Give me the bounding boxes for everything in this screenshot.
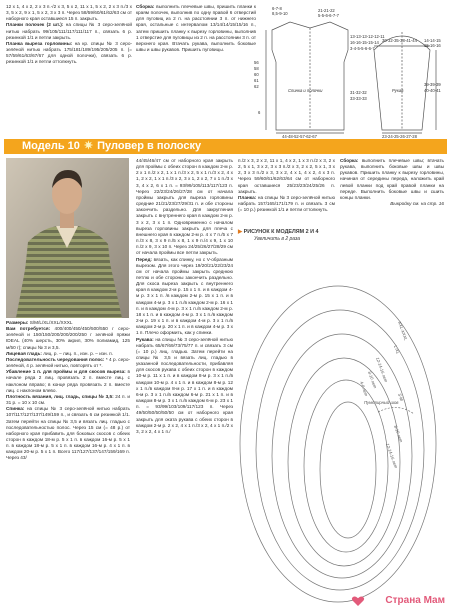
age-label: 8-10 лет	[367, 370, 378, 389]
text: п./2 x 3, 2 x 2, 11 x 1, 4 x 2, 1 x 3 п./2 x 3, 2 x 2, 5 x 1, 3 x 2, 3 x 3 п./2 x 3, 2 x 2, 5 x 1, 3 x 2, 3 x 3 п./2 x 3, 3 x 2, 4 x 1, 4 x 2, 4 x 3 п. Через 59/60/61/62/63/64 см от наборного края оставшиеся 25/23/23/24/25/26 п. закрыть.	[238, 158, 335, 194]
text: на спицы № 3 серо-зелёной нитью набрать 65/67/69/73/75/77 п. и связать 3 см (= 10 р.) лиц. гладью. Затем перейти на спицы № 3,5 и вязать лиц. гладью в указанной последовательности, прибавляя для скосов рукава с обеих сторон в каждом 10-м р. 11 x 1 п. и в каждом 8-м р. 3 x 1 п./в каждом 10-м р. 4 x 1 п. и в каждом 8-м р. 12 x 1 п./в каждом 8-м р. 17 x 1 п. и в каждом 6-м р. 3 x 1 п./в каждом 6-м р. 21 x 1 п. и в каждом 8-м р. 3 x 1 п./в каждом 6-м р. 23 x 1 п. = 93/99/103/109/117/123 п. Через 49/50/50/50/50/50 см от наборного края закрыть для оката рукава с обеих сторон в каждом 2-м р. 2 x 2, 4 x 1 п./3 x 2, 4 x 1 п./2 x 3, 2 x 2, 4 x 1 п./	[136, 336, 233, 434]
heading-stripes: Последовательность чередования полос:	[6, 356, 105, 362]
dim-label: 6-7-8	[272, 6, 282, 11]
pattern-reference: Выкройку см. на стр. 16	[390, 201, 444, 207]
star-icon: ✷	[83, 140, 94, 152]
dim-label: 14-14-15	[424, 38, 441, 43]
dim-label: 5-5-6-6-7-7	[318, 13, 339, 18]
dim-label: 61	[254, 78, 259, 83]
dim-label: 44-48-52-57-62-67	[282, 134, 317, 138]
heading-sizes: Размеры:	[6, 320, 29, 325]
model-10-instructions-middle-2	[238, 158, 335, 226]
age-label: 12-14-16 лет	[375, 356, 389, 383]
dim-label: 30-32-35-38-41-44	[382, 38, 417, 43]
continued-instructions-top-left	[6, 4, 132, 138]
dim-label: 21-21-22	[318, 8, 335, 13]
text: вязать, как спинку, но с V-образным вырезом. Для этого через 19/20/21/22/23/24 см от начала проймы закрыть среднюю петлю и обе стороны закончить раздельно. Для скоса выреза закрыть с внутреннего края в каждом 2-м р. 15 x 1 п. и в каждом 4-м р. 3 x 1 п. /в каждом 2-м р. 15 x 1 п. и в каждом 4-м р. 3 x 1 п./в каждом 2-м р. 16 x 1 п. и в каждом 4-м р. 3 x 1 п./в каждом 2-м р. 18 x 1 п. и в каждом 4-м р. 3 x 1 п./в каждом 2-м р. 19 x 1 п. и в каждом 4-м р. 3 x 1 п./в каждом 2-м р. 20 x 1 п. и в каждом 4-м р. 3 x 1 п. Плечо оформить, как у спинки.	[136, 256, 233, 336]
dim-label: 16-16-15-15-14	[350, 40, 379, 45]
text: 400/400/450/450/500/550 г серо-зелёной и 150/150/200/200/200/250 г зелёной пряжи IDEAL (40% шерсть, 30% акрил, 30% полиамид, 125 м/50 г); спицы № 3 и 3,5.	[6, 326, 130, 350]
dim-label: 58	[254, 66, 259, 71]
arrow-icon: ▶	[238, 229, 244, 235]
heading-sleeves: Рукава:	[136, 336, 154, 342]
text: * 4 р. серо-зелёной, 4 р. зелёной нитью, повторять от *.	[6, 356, 130, 369]
model-10-instructions-middle	[136, 158, 233, 608]
text: выполнить плечевые швы; втачать рукава, выполнить боковые швы и швы рукавов. Пришить планку к вырезу горловины, начиная от середины переда, наложить край левой планки под край правой планки на переде. Выполнить боковые швы и сшить концы планки.	[340, 158, 444, 200]
heading-back: Спинка:	[6, 406, 25, 412]
heading-front: Перед:	[136, 256, 152, 262]
heading-decrease: Убавление 1 п. для проймы и для скосов выреза:	[6, 369, 126, 375]
text: 24 п. и 31 р. = 10 x 10 см.	[6, 393, 130, 406]
text: в начале ряда 2 лиц. провязать 2 п. вместе лиц. с наклоном вправо; в конце ряда провязать 2 п. вместе лиц. с наклоном влево.	[6, 369, 130, 393]
text: на спицы № 3 серо-зелёной нитью набрать 157/165/171/179 п. и связать 3 см (= 10 р.) резинкой 1/1 и петли оттолкнуть.	[238, 194, 335, 213]
label-sleeve: Рукав	[392, 88, 404, 93]
heading-band: Планка:	[238, 194, 257, 200]
dim-label: 31-32-32	[350, 90, 367, 95]
heading-stockinette: Лицевая гладь:	[6, 350, 42, 356]
watermark: Страна Мам	[385, 595, 445, 606]
heading-gauge: Плотность вязания, лиц. гладь, спицы № 3,5:	[6, 393, 114, 399]
text: лиц. р. – лиц. п., изн. р. – изн. п.	[41, 350, 114, 356]
model-title: Пуловер в полоску	[97, 140, 202, 152]
text: на спицы № 3 серо-зелёной нитью набрать 99/105/111/117/111/117 п., связать 6 р. резинкой 1/1 и петли закрыть.	[6, 22, 132, 40]
age-label: 8-10 лет	[393, 424, 404, 443]
text: S/M/L/XL/XXL/XXXL	[28, 320, 73, 325]
garment-schematic-top	[252, 2, 448, 138]
text: 12 x 1, 4 x 2, 2 x 3 п.-/2 x 3, 5 x 2, 11 x 1, 5 x 2, 2 x 3 п./3 x 3, 5 x 2, 9 x 1, 5 x 2, 3 x 3 п. Через 58/59/60/61/62/63 см от наборного края оставшиеся 15 п. закрыть.	[6, 4, 132, 22]
banner-title	[22, 140, 201, 153]
heading-assembly: Сборка:	[340, 158, 359, 163]
dim-label: 40-40-41	[424, 88, 441, 93]
model-10-instructions-left	[6, 320, 130, 608]
text: на спицы № 3 серо-зелёной нитью набрать 107/117/127/137/149/159 п., и связать 6 см резинкой 1/1. Затем перейти на спицы № 3,5 и вязать лиц. гладью с последовательностью полос. Через 15 см (= 48 р.) от наборного края прибавить для боковых скосов с обеих сторон в каждом 18-м р. 5 x 1 п. в каждом 16-м р. 5 x 1 п. в каждом 18-м р. 5 x 1 п. в каждом 16-м р. 4 x 1 п. в каждом 20-м р. 5 x 1 п. Всего 117/127/137/147/159/169 п. Через 43/	[6, 406, 130, 461]
dashed-seam-label: Пунктирный шов	[364, 400, 399, 405]
dim-label: 33-33-33	[350, 96, 367, 101]
dim-label: 56	[254, 60, 259, 65]
model-photo	[6, 158, 129, 318]
size-label: S-M	[397, 392, 405, 402]
dim-label: 6	[258, 110, 261, 115]
heading-front-bands: Планки полочек (2 шт.):	[6, 22, 64, 28]
pattern-heading	[238, 229, 319, 235]
age-label: 4-6 лет	[359, 380, 370, 397]
dim-label: 62	[254, 84, 259, 89]
heart-icon	[351, 595, 365, 607]
dim-label: 15-16-16	[424, 43, 441, 48]
heading-assembly: Сборка:	[136, 4, 155, 9]
size-label: L-XL	[393, 344, 401, 355]
dim-label: 39-39-39	[424, 82, 441, 87]
dim-label: 8,5-9-10	[272, 11, 288, 16]
dim-label: 13-13-13-12-12-11	[350, 34, 385, 39]
dim-label: 23-24-25-26-27-28	[382, 134, 417, 138]
dim-label: 3-4-5-5-6-6-7	[350, 46, 375, 51]
model-number: Модель 10	[22, 140, 80, 152]
size-label: XXL-XXXL	[397, 320, 409, 342]
assembly-instructions-top	[136, 4, 256, 134]
dim-label: 60	[254, 72, 259, 77]
sewing-pattern	[238, 244, 444, 606]
model-10-assembly	[340, 158, 444, 226]
pattern-heading-text: РИСУНОК К МОДЕЛЯМ 2 И 4	[243, 229, 319, 235]
text: выполнить плечевые швы, пришить планки к краям полочек, выполнив по одну правой 6 отверстий для пуговиц из 2 п. на расстоянии 3 п. от нижнего края, остальные с интервалом 13/14/14/15/15/16 п., затем пришить планку к вырезу горловины, выполнив 1 отверстие для пуговицы из 2 п. на расстоянии 3 п. от верхнего края. Втачать рукава, выполнить боковые швы и швы рукавов. Пришить пуговицы.	[136, 4, 256, 53]
pattern-note: Увеличить в 2 раза	[254, 236, 301, 242]
model-banner	[4, 139, 447, 154]
label-back-front: Спинка и полочки	[288, 88, 323, 93]
text: 44/45/46/47 см от наборного края закрыть для проймы с обеих сторон в каждом 2-м р. 2 x 1 п./2 x 2, 1 x 1 п./3 x 2, 5 x 1 п./3 x 2, 4 x 1, 2 x 2, 1 x 1 п./3 x 2, 3 x 1, 2 x 2, 7 x 1 п./3 x 3, 4 x 2, 6 x 1 п. = 93/99/105/113/117/123 п. Через 22/23/24/26/27/28 см от начала проймы закрыть для выреза горловины средние 21/21/23/27/29/31 п. и обе стороны закончить раздельно. Для закругления закрыть с внутреннего края в каждом 2-м р. 3 x 2, 3 x 1 п. Одновременно с началом выреза горловины закрыть для плеча с внешнего края в каждом 2-м р. 4 x 7 п./5 x 7 п./3 x 8, 3 x 9 п./5 x 8, 1 x 9 п./4 x 9, 1 x 10 п./2 x 9, 3 x 10 п. Через 24/25/26/27/28/29 см от начала проймы все петли закрыть.	[136, 158, 233, 256]
age-label: 12-14-16 лет	[385, 442, 399, 469]
heading-materials: Вам потребуется:	[6, 326, 51, 332]
text: на кр. спицы № 3 серо-зелёной нитью набрать 175/181/189/195/205/205 п. (= 57/59/61/63/67/67 для одной полочки), связать 6 р. резинкой 1/1 и петли оттолкнуть.	[6, 40, 132, 65]
heading-neck-band: Планка выреза горловины:	[6, 40, 73, 46]
